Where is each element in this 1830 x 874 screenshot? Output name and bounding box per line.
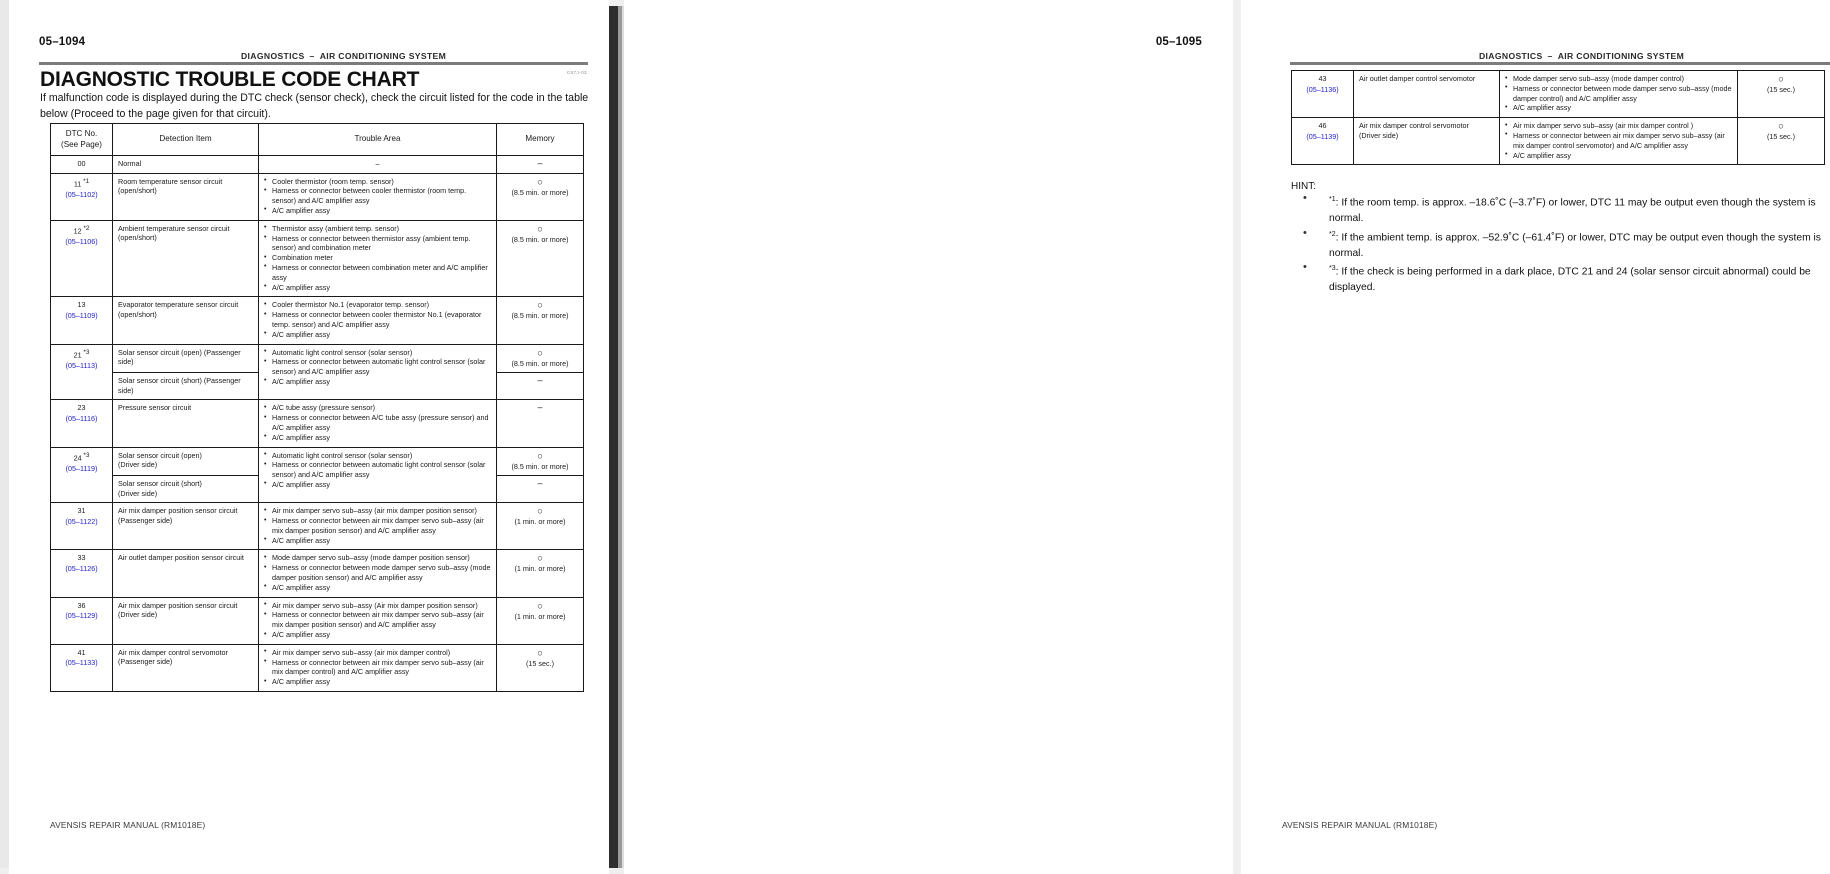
hint-text: : If the ambient temp. is approx. –52.9˚C (–61.4˚F) or lower, DTC may be output even though the system is normal. [1329,232,1821,259]
hint-item [1297,192,1827,227]
memory-cell [497,447,584,476]
trouble-area-item: • Automatic light control sensor (solar sensor) [264,348,491,358]
detection-item-line: Evaporator temperature sensor circuit [118,300,239,310]
trouble-area-cell [259,400,497,447]
hint-list [1297,192,1827,296]
trouble-area-cell [1500,118,1738,165]
trouble-area-item: • A/C amplifier assy [264,330,491,340]
trouble-area-item: • A/C amplifier assy [1505,103,1732,113]
dtc-code-cell [51,447,113,503]
trouble-area-item: • Mode damper servo sub–assy (mode damper control) [1505,74,1732,84]
dtc-page-reference-link[interactable]: (05–1126) [65,564,98,574]
trouble-area-item: • Harness or connector between combination meter and A/C amplifier assy [264,263,491,283]
dtc-code-cell [51,597,113,644]
detection-item-line: Solar sensor circuit (open) [118,450,202,460]
detection-item-line: (open/short) [118,186,157,196]
detection-item-line: Normal [118,159,142,168]
page-number-right: 05–1095 [1155,36,1202,48]
detection-item-cell [113,297,259,344]
dtc-page-reference-link[interactable]: (05–1136) [1306,84,1339,94]
table-header-row [51,124,584,156]
page-title: DIAGNOSTIC TROUBLE CODE CHART [40,68,420,91]
detection-item-cell [1354,71,1500,118]
memory-duration: – [537,375,543,386]
dtc-code-cell [51,400,113,447]
memory-duration: (1 min. or more) [514,611,566,621]
dtc-page-reference-link[interactable]: (05–1133) [65,658,98,668]
detection-item-line: Room temperature sensor circuit [118,176,223,186]
trouble-area-cell [259,503,497,550]
detection-item-line: Air outlet damper position sensor circuit [118,553,244,563]
header-rule-right [1290,62,1830,65]
running-head-system-right: AIR CONDITIONING SYSTEM [1557,51,1685,61]
trouble-area-cell [259,297,497,344]
table-row [51,597,584,644]
trouble-area-item: • A/C amplifier assy [1505,151,1732,161]
dtc-page-reference-link[interactable]: (05–1102) [65,189,98,199]
trouble-area-item: • A/C tube assy (pressure sensor) [264,403,491,413]
dtc-code-cell [51,220,113,297]
trouble-area-item: • Harness or connector between cooler thermistor (room temp. sensor) and A/C amplifier assy [264,186,491,206]
page-edge-right [1233,0,1241,874]
memory-cell [497,503,584,550]
trouble-area-list [1505,74,1732,113]
trouble-area-item: • Combination meter [264,253,491,263]
dtc-page-reference-link[interactable]: (05–1139) [1306,131,1339,141]
detection-item-cell [113,447,259,476]
footer-left: AVENSIS REPAIR MANUAL (RM1018E) [50,820,206,830]
dtc-code-cell [1292,118,1354,165]
dtc-code: 46 [1318,121,1327,131]
trouble-area-item: • A/C amplifier assy [264,583,491,593]
page-number-left: 05–1094 [39,36,86,48]
memory-duration: (15 sec.) [526,658,554,668]
dtc-page-reference-link[interactable]: (05–1119) [65,463,98,473]
table-row [51,173,584,220]
detection-item-line: (Passenger side) [118,515,173,525]
detection-item-line: Solar sensor circuit (short) (Passenger side) [118,376,241,395]
hint-item [1297,261,1827,296]
dtc-footnote-marker: *3 [81,451,90,459]
detection-item-cell [113,503,259,550]
detection-item-cell [113,173,259,220]
column-header-detection-item: Detection Item [113,124,259,156]
hint-item [1297,227,1827,262]
detection-item-line: (Passenger side) [118,657,173,667]
trouble-area-item: • Harness or connector between air mix damper servo sub–assy (air mix damper position sensor) and A/C amplifier assy [264,610,491,630]
running-head-section-right: DIAGNOSTICS [1479,51,1543,61]
running-head-system: AIR CONDITIONING SYSTEM [319,51,447,61]
trouble-area-item: • A/C amplifier assy [264,206,491,216]
memory-cell [1738,118,1825,165]
detection-item-cell [113,344,259,373]
trouble-area-cell [259,344,497,400]
trouble-area-item: • A/C amplifier assy [264,677,491,687]
memory-circle-icon: ○ [537,647,543,659]
detection-item-line: Air mix damper position sensor circuit [118,506,238,516]
dtc-footnote-marker: *1 [81,177,90,185]
detection-item-line: Solar sensor circuit (short) [118,479,202,489]
detection-item-line: (open/short) [118,233,157,243]
table-row [51,550,584,597]
table-row [51,447,584,476]
memory-duration: (8.5 min. or more) [511,234,569,244]
trouble-area-cell: – [259,156,497,174]
memory-cell [497,373,584,400]
detection-item-cell [113,644,259,691]
trouble-area-item: • Harness or connector between thermistor assy (ambient temp. sensor) and combination meter [264,234,491,254]
column-header-dtc-no-main: DTC No. [65,129,98,138]
detection-item-line: Air mix damper control servomotor [118,647,228,657]
trouble-area-cell [259,173,497,220]
memory-cell [497,297,584,344]
detection-item-cell [113,476,259,503]
trouble-area-item: • Harness or connector between automatic light control sensor (solar sensor) and A/C amplifier assy [264,460,491,480]
detection-item-line: Solar sensor circuit (open) (Passenger side) [118,347,241,367]
dtc-code-cell [51,297,113,344]
dtc-code: 13 [77,300,86,310]
lead-paragraph: If malfunction code is displayed during the DTC check (sensor check), check the circuit listed for the code in the table below (Proceed to the page given for that circuit). [40,92,589,120]
trouble-area-item: • Harness or connector between mode damper servo sub–assy (mode damper control) and A/C amplifier assy [1505,84,1732,104]
header-rule-left [39,62,588,65]
detection-item-line: Pressure sensor circuit [118,403,192,413]
running-head-separator: – [309,51,315,61]
trouble-area-item: • Harness or connector between A/C tube assy (pressure sensor) and A/C amplifier assy [264,413,491,433]
dtc-code-cell [51,550,113,597]
dtc-page-reference-link[interactable]: (05–1129) [65,611,98,621]
trouble-area-item: • Cooler thermistor No.1 (evaporator temp. sensor) [264,300,491,310]
trouble-area-item: • A/C amplifier assy [264,433,491,443]
dtc-footnote-marker: *3 [81,348,90,356]
hint-footnote-marker: *3 [1329,265,1336,273]
trouble-area-item: • Harness or connector between cooler thermistor No.1 (evaporator temp. sensor) and A/C amplifier assy [264,310,491,330]
memory-duration: (1 min. or more) [514,564,566,574]
trouble-area-item: • Harness or connector between automatic light control sensor (solar sensor) and A/C amplifier assy [264,357,491,377]
memory-duration: (8.5 min. or more) [511,187,569,197]
trouble-area-cell [1500,71,1738,118]
trouble-area-item: • Thermistor assy (ambient temp. sensor) [264,224,491,234]
page-edge-left [0,0,9,874]
dtc-code-cell [51,503,113,550]
dtc-code: 33 [77,553,86,563]
memory-cell [497,476,584,503]
column-header-memory: Memory [497,124,584,156]
right-page [624,0,1821,874]
dtc-code: 23 [77,403,86,413]
table-row [51,503,584,550]
dtc-code: 36 [77,600,86,610]
trouble-area-item: • Cooler thermistor (room temp. sensor) [264,177,491,187]
dtc-code-cell [51,644,113,691]
memory-cell [497,644,584,691]
trouble-area-item: • Harness or connector between air mix damper servo sub–assy (air mix damper control servomotor) and A/C amplifier assy [1505,131,1732,151]
detection-item-cell [113,220,259,297]
trouble-area-item: • A/C amplifier assy [264,377,491,387]
trouble-area-list [264,348,491,387]
memory-cell [497,220,584,297]
table-row [1292,118,1825,165]
memory-cell [497,550,584,597]
memory-cell [497,597,584,644]
trouble-area-list [1505,121,1732,160]
trouble-area-list [264,177,491,216]
hint-footnote-marker: *2 [1329,230,1336,238]
dtc-code-cell [51,156,113,174]
memory-circle-icon: ○ [537,176,543,188]
detection-item-line: (open/short) [118,309,157,319]
dtc-code: 00 [77,159,86,168]
left-page [9,0,609,874]
detection-item-line: (Driver side) [1359,130,1399,140]
detection-item-line: Ambient temperature sensor circuit [118,223,230,233]
table-row [51,644,584,691]
trouble-area-item: • Harness or connector between air mix damper servo sub–assy (air mix damper control) and A/C amplifier assy [264,658,491,678]
detection-item-cell [113,400,259,447]
hint-text: : If the room temp. is approx. –18.6˚C (–3.7˚F) or lower, DTC 11 may be output even though the system is normal. [1329,197,1816,225]
dtc-code: 43 [1318,74,1327,83]
detection-item-cell [113,597,259,644]
memory-duration: – [537,402,543,413]
memory-circle-icon: ○ [537,450,543,462]
trouble-area-list [264,601,491,640]
trouble-area-cell [259,550,497,597]
table-row [1292,71,1825,118]
trouble-area-list [264,300,491,339]
dtc-code-cell [1292,71,1354,118]
detection-item-line: (Driver side) [118,488,158,498]
dtc-code: 21 [73,349,82,359]
table-row [51,297,584,344]
trouble-area-cell [259,447,497,503]
table-row [51,220,584,297]
trouble-area-item: • Air mix damper servo sub–assy (air mix damper control) [264,648,491,658]
table-row [51,344,584,373]
trouble-area-item: • A/C amplifier assy [264,283,491,293]
running-head-right [1479,51,1684,61]
running-head-separator-right: – [1547,51,1553,61]
reference-code: C67J-03 [566,70,587,75]
running-head-section: DIAGNOSTICS [241,51,305,61]
page-gutter [609,6,618,868]
memory-circle-icon: ○ [537,347,543,359]
dtc-page-reference-link[interactable]: (05–1122) [65,516,98,526]
trouble-area-item: • A/C amplifier assy [264,480,491,490]
dtc-page-reference-link[interactable]: (05–1106) [65,236,98,246]
table-row [51,156,584,174]
memory-circle-icon: ○ [1778,121,1784,133]
detection-item-cell [113,550,259,597]
trouble-area-list [264,553,491,592]
detection-item-line: Air mix damper control servomotor [1359,121,1469,131]
trouble-area-item: • Mode damper servo sub–assy (mode damper position sensor) [264,553,491,563]
trouble-area-list [264,224,491,293]
dtc-page-reference-link[interactable]: (05–1109) [65,310,98,320]
trouble-area-item: • Air mix damper servo sub–assy (Air mix damper position sensor) [264,601,491,611]
dtc-code: 24 [73,452,82,462]
trouble-area-item: • Harness or connector between mode damper servo sub–assy (mode damper position sensor) and A/C amplifier assy [264,563,491,583]
memory-circle-icon: ○ [537,600,543,612]
detection-item-line: Air outlet damper control servomotor [1359,74,1476,83]
trouble-area-cell [259,644,497,691]
trouble-area-item: • Air mix damper servo sub–assy (air mix damper position sensor) [264,506,491,516]
detection-item-cell [1354,118,1500,165]
dtc-code: 12 [73,226,82,236]
memory-duration: (15 sec.) [1767,85,1795,94]
trouble-area-cell [259,597,497,644]
memory-duration: (8.5 min. or more) [511,461,569,471]
dtc-code: 11 [73,178,82,188]
dtc-table-left-body [51,156,584,692]
hint-text: : If the check is being performed in a dark place, DTC 21 and 24 (solar sensor circuit abnormal) could be displayed. [1329,266,1811,294]
dtc-table-right-body [1292,71,1825,165]
memory-circle-icon: ○ [537,300,543,312]
running-head-left [241,51,446,61]
detection-item-line: Air mix damper position sensor circuit [118,600,238,610]
dtc-code: 31 [77,506,86,516]
column-header-dtc-no-sub: (See Page) [61,139,102,149]
trouble-area-item: • Harness or connector between air mix damper servo sub–assy (air mix damper position sensor) and A/C amplifier assy [264,516,491,536]
hint-label: HINT: [1291,181,1316,192]
memory-duration: – [537,478,543,489]
detection-item-line: (Driver side) [118,610,158,620]
dtc-table-right [1291,70,1825,165]
detection-item-line: (Driver side) [118,460,158,470]
memory-duration: (8.5 min. or more) [511,311,569,321]
trouble-area-list [264,451,491,490]
dtc-footnote-marker: *2 [81,224,90,232]
dtc-code-cell [51,173,113,220]
memory-duration: (15 sec.) [1767,132,1795,142]
trouble-area-cell [259,220,497,297]
memory-duration: – [537,158,543,168]
detection-item-cell [113,373,259,400]
memory-cell [1738,71,1825,118]
dtc-code-cell [51,344,113,400]
memory-circle-icon: ○ [537,553,543,565]
footer-right: AVENSIS REPAIR MANUAL (RM1018E) [1282,820,1438,830]
memory-circle-icon: ○ [537,223,543,235]
memory-cell [497,173,584,220]
trouble-area-item: • Automatic light control sensor (solar sensor) [264,451,491,461]
column-header-dtc-no [51,124,113,156]
memory-cell [497,344,584,373]
trouble-area-list [264,506,491,545]
detection-item-cell [113,156,259,174]
dtc-page-reference-link[interactable]: (05–1113) [65,360,98,370]
hint-footnote-marker: *1 [1329,196,1336,203]
table-row [51,400,584,447]
trouble-area-item: • A/C amplifier assy [264,536,491,546]
trouble-area-item: • Air mix damper servo sub–assy (air mix damper control ) [1505,121,1732,131]
memory-duration: (1 min. or more) [514,517,566,527]
memory-circle-icon: ○ [537,506,543,518]
memory-cell [497,400,584,447]
trouble-area-list [264,648,491,687]
dtc-table-left [50,123,584,692]
memory-circle-icon: ○ [1778,74,1784,85]
trouble-area-list [264,403,491,442]
trouble-area-item: • A/C amplifier assy [264,630,491,640]
memory-cell [497,156,584,174]
dtc-page-reference-link[interactable]: (05–1116) [65,413,98,423]
dtc-code: 41 [77,647,86,657]
column-header-trouble-area: Trouble Area [259,124,497,156]
memory-duration: (8.5 min. or more) [511,358,569,368]
